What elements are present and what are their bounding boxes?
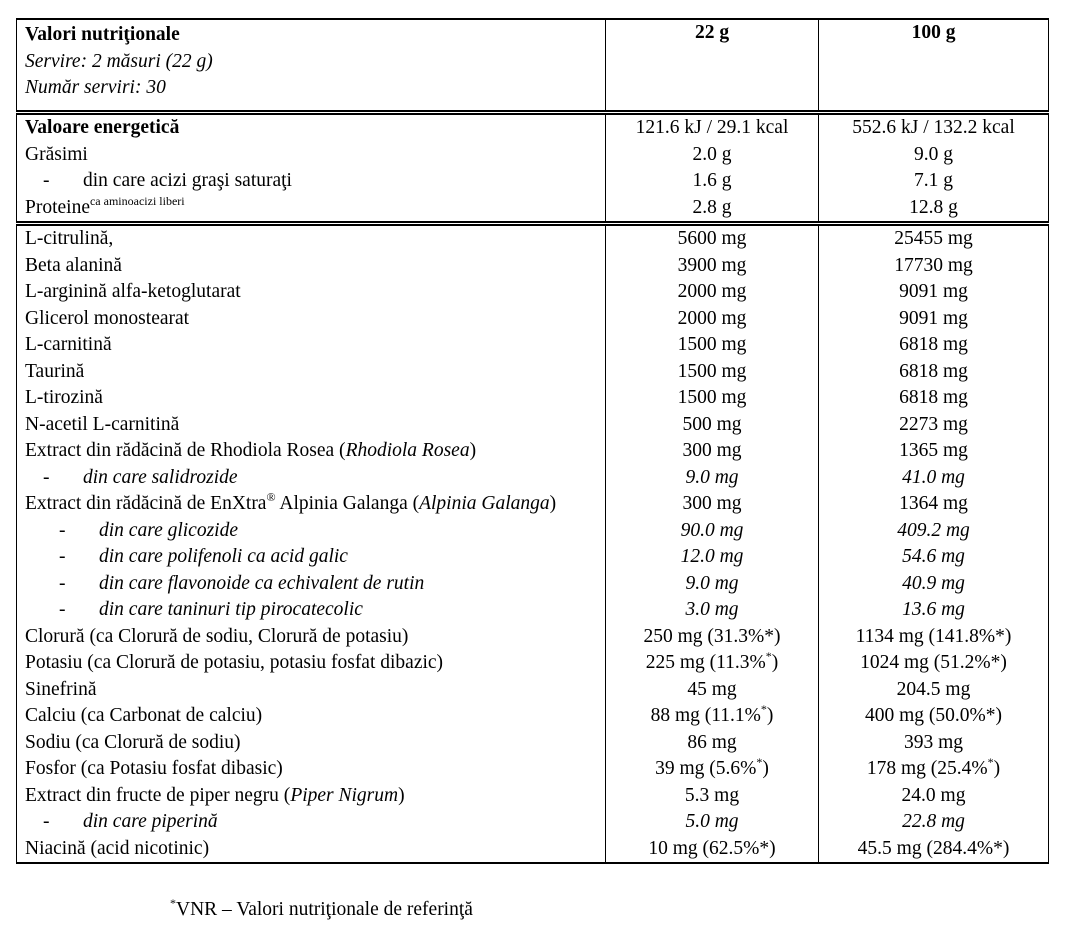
value-per-serving: 9.0 mg (606, 465, 819, 492)
ingredient-row (17, 544, 1049, 571)
sub-item (25, 518, 238, 545)
value-per-serving: 39 mg (5.6%*) (606, 756, 819, 783)
value-per-100g: 9091 mg (819, 306, 1049, 333)
value-per-serving: 5600 mg (606, 224, 819, 253)
ingredient-row (17, 253, 1049, 280)
nutrient-label: Calciu (ca Carbonat de calciu) (17, 703, 606, 730)
sub-item-label: din care glicozide (99, 519, 238, 541)
ingredient-row (17, 412, 1049, 439)
energy-row (17, 168, 1049, 195)
value-per-serving: 2000 mg (606, 279, 819, 306)
value-per-serving: 10 mg (62.5%*) (606, 836, 819, 864)
column-header-serving: 22 g (606, 19, 819, 113)
sub-item (25, 597, 363, 624)
registered-mark: ® (266, 490, 276, 504)
ingredient-row (17, 465, 1049, 492)
value-per-serving: 5.0 mg (606, 809, 819, 836)
energy-row (17, 142, 1049, 169)
value-per-100g: 1365 mg (819, 438, 1049, 465)
footnote-marker: * (760, 702, 767, 716)
value-per-serving: 86 mg (606, 730, 819, 757)
value-per-serving: 2.0 g (606, 142, 819, 169)
energy-row (17, 113, 1049, 142)
value-per-serving: 250 mg (31.3%*) (606, 624, 819, 651)
ingredient-row (17, 518, 1049, 545)
nutrient-label: Glicerol monostearat (17, 306, 606, 333)
value-per-100g: 13.6 mg (819, 597, 1049, 624)
footnote-text: VNR – Valori nutriţionale de referinţă (176, 899, 473, 920)
serving-size: Servire: 2 măsuri (22 g) (25, 50, 213, 72)
latin-name: Rhodiola Rosea (345, 440, 470, 461)
value-per-100g: 54.6 mg (819, 544, 1049, 571)
ingredient-row (17, 783, 1049, 810)
value-per-serving: 121.6 kJ / 29.1 kcal (606, 113, 819, 142)
nutrient-label: L-carnitină (17, 332, 606, 359)
sub-item-label: din care polifenoli ca acid galic (99, 546, 348, 567)
value-per-100g: 6818 mg (819, 359, 1049, 386)
value-per-serving: 225 mg (11.3%*) (606, 650, 819, 677)
sub-item-label: din care acizi graşi saturaţi (83, 170, 292, 191)
nutrient-label (17, 809, 606, 836)
ingredient-row (17, 224, 1049, 253)
nutrient-label: Grăsimi (17, 142, 606, 169)
value-per-100g: 24.0 mg (819, 783, 1049, 810)
ingredient-row (17, 677, 1049, 704)
nutrient-label (17, 571, 606, 598)
sub-item (25, 168, 292, 195)
value-per-serving: 300 mg (606, 438, 819, 465)
energy-row (17, 195, 1049, 224)
value-per-serving: 90.0 mg (606, 518, 819, 545)
ingredient-row (17, 756, 1049, 783)
value-per-100g: 9.0 g (819, 142, 1049, 169)
nutrient-label: L-citrulină, (17, 224, 606, 253)
value-per-100g: 6818 mg (819, 332, 1049, 359)
ingredient-row (17, 703, 1049, 730)
sub-item-label: din care salidrozide (83, 466, 238, 488)
nutrient-label: L-tirozină (17, 385, 606, 412)
footnote-mark: * (170, 896, 176, 910)
nutrient-label (17, 597, 606, 624)
nutrient-label: Fosfor (ca Potasiu fosfat dibasic) (17, 756, 606, 783)
value-per-serving: 12.0 mg (606, 544, 819, 571)
nutrient-label: Sodiu (ca Clorură de sodiu) (17, 730, 606, 757)
value-per-100g: 409.2 mg (819, 518, 1049, 545)
value-per-100g: 178 mg (25.4%*) (819, 756, 1049, 783)
nutrient-label (17, 465, 606, 492)
value-per-100g: 2273 mg (819, 412, 1049, 439)
ingredient-row (17, 597, 1049, 624)
value-per-serving: 9.0 mg (606, 571, 819, 598)
ingredient-row (17, 571, 1049, 598)
nutrient-label (17, 544, 606, 571)
value-per-100g: 393 mg (819, 730, 1049, 757)
column-header-100g: 100 g (819, 19, 1049, 113)
ingredient-row (17, 809, 1049, 836)
value-per-serving: 1500 mg (606, 385, 819, 412)
value-per-serving: 5.3 mg (606, 783, 819, 810)
ingredient-row (17, 438, 1049, 465)
ingredient-row (17, 650, 1049, 677)
ingredient-row (17, 332, 1049, 359)
value-per-serving: 1.6 g (606, 168, 819, 195)
nutrient-label: Beta alanină (17, 253, 606, 280)
value-per-serving: 1500 mg (606, 332, 819, 359)
nutrient-label: N-acetil L-carnitină (17, 412, 606, 439)
ingredient-row (17, 730, 1049, 757)
ingredient-row (17, 624, 1049, 651)
ingredient-row (17, 385, 1049, 412)
header-row (17, 19, 1049, 113)
nutrient-label: Extract din rădăcină de EnXtra® Alpinia Galanga (Alpinia Galanga) (17, 491, 606, 518)
nutrient-label (17, 518, 606, 545)
value-per-100g: 41.0 mg (819, 465, 1049, 492)
nutrition-facts-table (16, 18, 1049, 864)
value-per-serving: 2.8 g (606, 195, 819, 224)
value-per-100g: 22.8 mg (819, 809, 1049, 836)
value-per-100g: 400 mg (50.0%*) (819, 703, 1049, 730)
latin-name: Piper Nigrum (290, 784, 399, 806)
value-per-serving: 45 mg (606, 677, 819, 704)
sub-item (25, 571, 424, 598)
sub-item-label: din care flavonoide ca echivalent de rutin (99, 572, 425, 594)
footnote-marker: * (987, 755, 994, 769)
servings-count: Număr serviri: 30 (25, 77, 166, 98)
nutrient-label: Proteine$^{ca aminoacizi liberi}$ (17, 195, 606, 224)
ingredient-row (17, 836, 1049, 864)
value-per-100g: 1134 mg (141.8%*) (819, 624, 1049, 651)
ingredient-row (17, 491, 1049, 518)
label-superscript: ca aminoacizi liberi (89, 193, 185, 208)
value-per-100g: 1364 mg (819, 491, 1049, 518)
ingredient-row (17, 306, 1049, 333)
value-per-serving: 2000 mg (606, 306, 819, 333)
value-per-100g: 25455 mg (819, 224, 1049, 253)
footnote-marker: * (765, 649, 772, 663)
value-per-100g: 17730 mg (819, 253, 1049, 280)
value-per-100g: 7.1 g (819, 168, 1049, 195)
latin-name: Alpinia Galanga (419, 493, 550, 514)
value-per-100g: 40.9 mg (819, 571, 1049, 598)
value-per-100g: 1024 mg (51.2%*) (819, 650, 1049, 677)
footnote (170, 896, 473, 921)
value-per-serving: 1500 mg (606, 359, 819, 386)
value-per-100g: 6818 mg (819, 385, 1049, 412)
nutrient-label: Taurină (17, 359, 606, 386)
dash-marker: - (59, 599, 66, 620)
dash-marker: - (59, 519, 66, 541)
nutrient-label: Potasiu (ca Clorură de potasiu, potasiu fosfat dibazic) (17, 650, 606, 677)
nutrient-label: Clorură (ca Clorură de sodiu, Clorură de potasiu) (17, 624, 606, 651)
header-label-cell (17, 19, 606, 113)
value-per-100g: 45.5 mg (284.4%*) (819, 836, 1049, 864)
value-per-100g: 12.8 g (819, 195, 1049, 224)
sub-item-label: din care taninuri tip pirocatecolic (99, 599, 363, 620)
dash-marker: - (59, 546, 66, 567)
value-per-serving: 300 mg (606, 491, 819, 518)
nutrient-label: Valoare energetică (17, 113, 606, 142)
nutrient-label: Extract din fructe de piper negru (Piper Nigrum) (17, 783, 606, 810)
nutrient-label: Niacină (acid nicotinic) (17, 836, 606, 864)
ingredient-row (17, 279, 1049, 306)
footnote-marker: * (756, 755, 763, 769)
sub-item-label: din care piperină (83, 811, 218, 832)
nutrient-label (17, 168, 606, 195)
value-per-serving: 3.0 mg (606, 597, 819, 624)
value-per-100g: 552.6 kJ / 132.2 kcal (819, 113, 1049, 142)
dash-marker: - (43, 466, 50, 488)
nutrient-label: Extract din rădăcină de Rhodiola Rosea (Rhodiola Rosea) (17, 438, 606, 465)
dash-marker: - (59, 572, 66, 594)
sub-item (25, 544, 348, 571)
dash-marker: - (43, 170, 50, 191)
table-title: Valori nutriţionale (25, 24, 180, 45)
sub-item (25, 465, 238, 492)
value-per-100g: 204.5 mg (819, 677, 1049, 704)
value-per-serving: 500 mg (606, 412, 819, 439)
nutrient-label: Sinefrină (17, 677, 606, 704)
dash-marker: - (43, 811, 50, 832)
nutrient-label: L-arginină alfa-ketoglutarat (17, 279, 606, 306)
value-per-serving: 88 mg (11.1%*) (606, 703, 819, 730)
sub-item (25, 809, 218, 836)
value-per-serving: 3900 mg (606, 253, 819, 280)
ingredient-row (17, 359, 1049, 386)
value-per-100g: 9091 mg (819, 279, 1049, 306)
